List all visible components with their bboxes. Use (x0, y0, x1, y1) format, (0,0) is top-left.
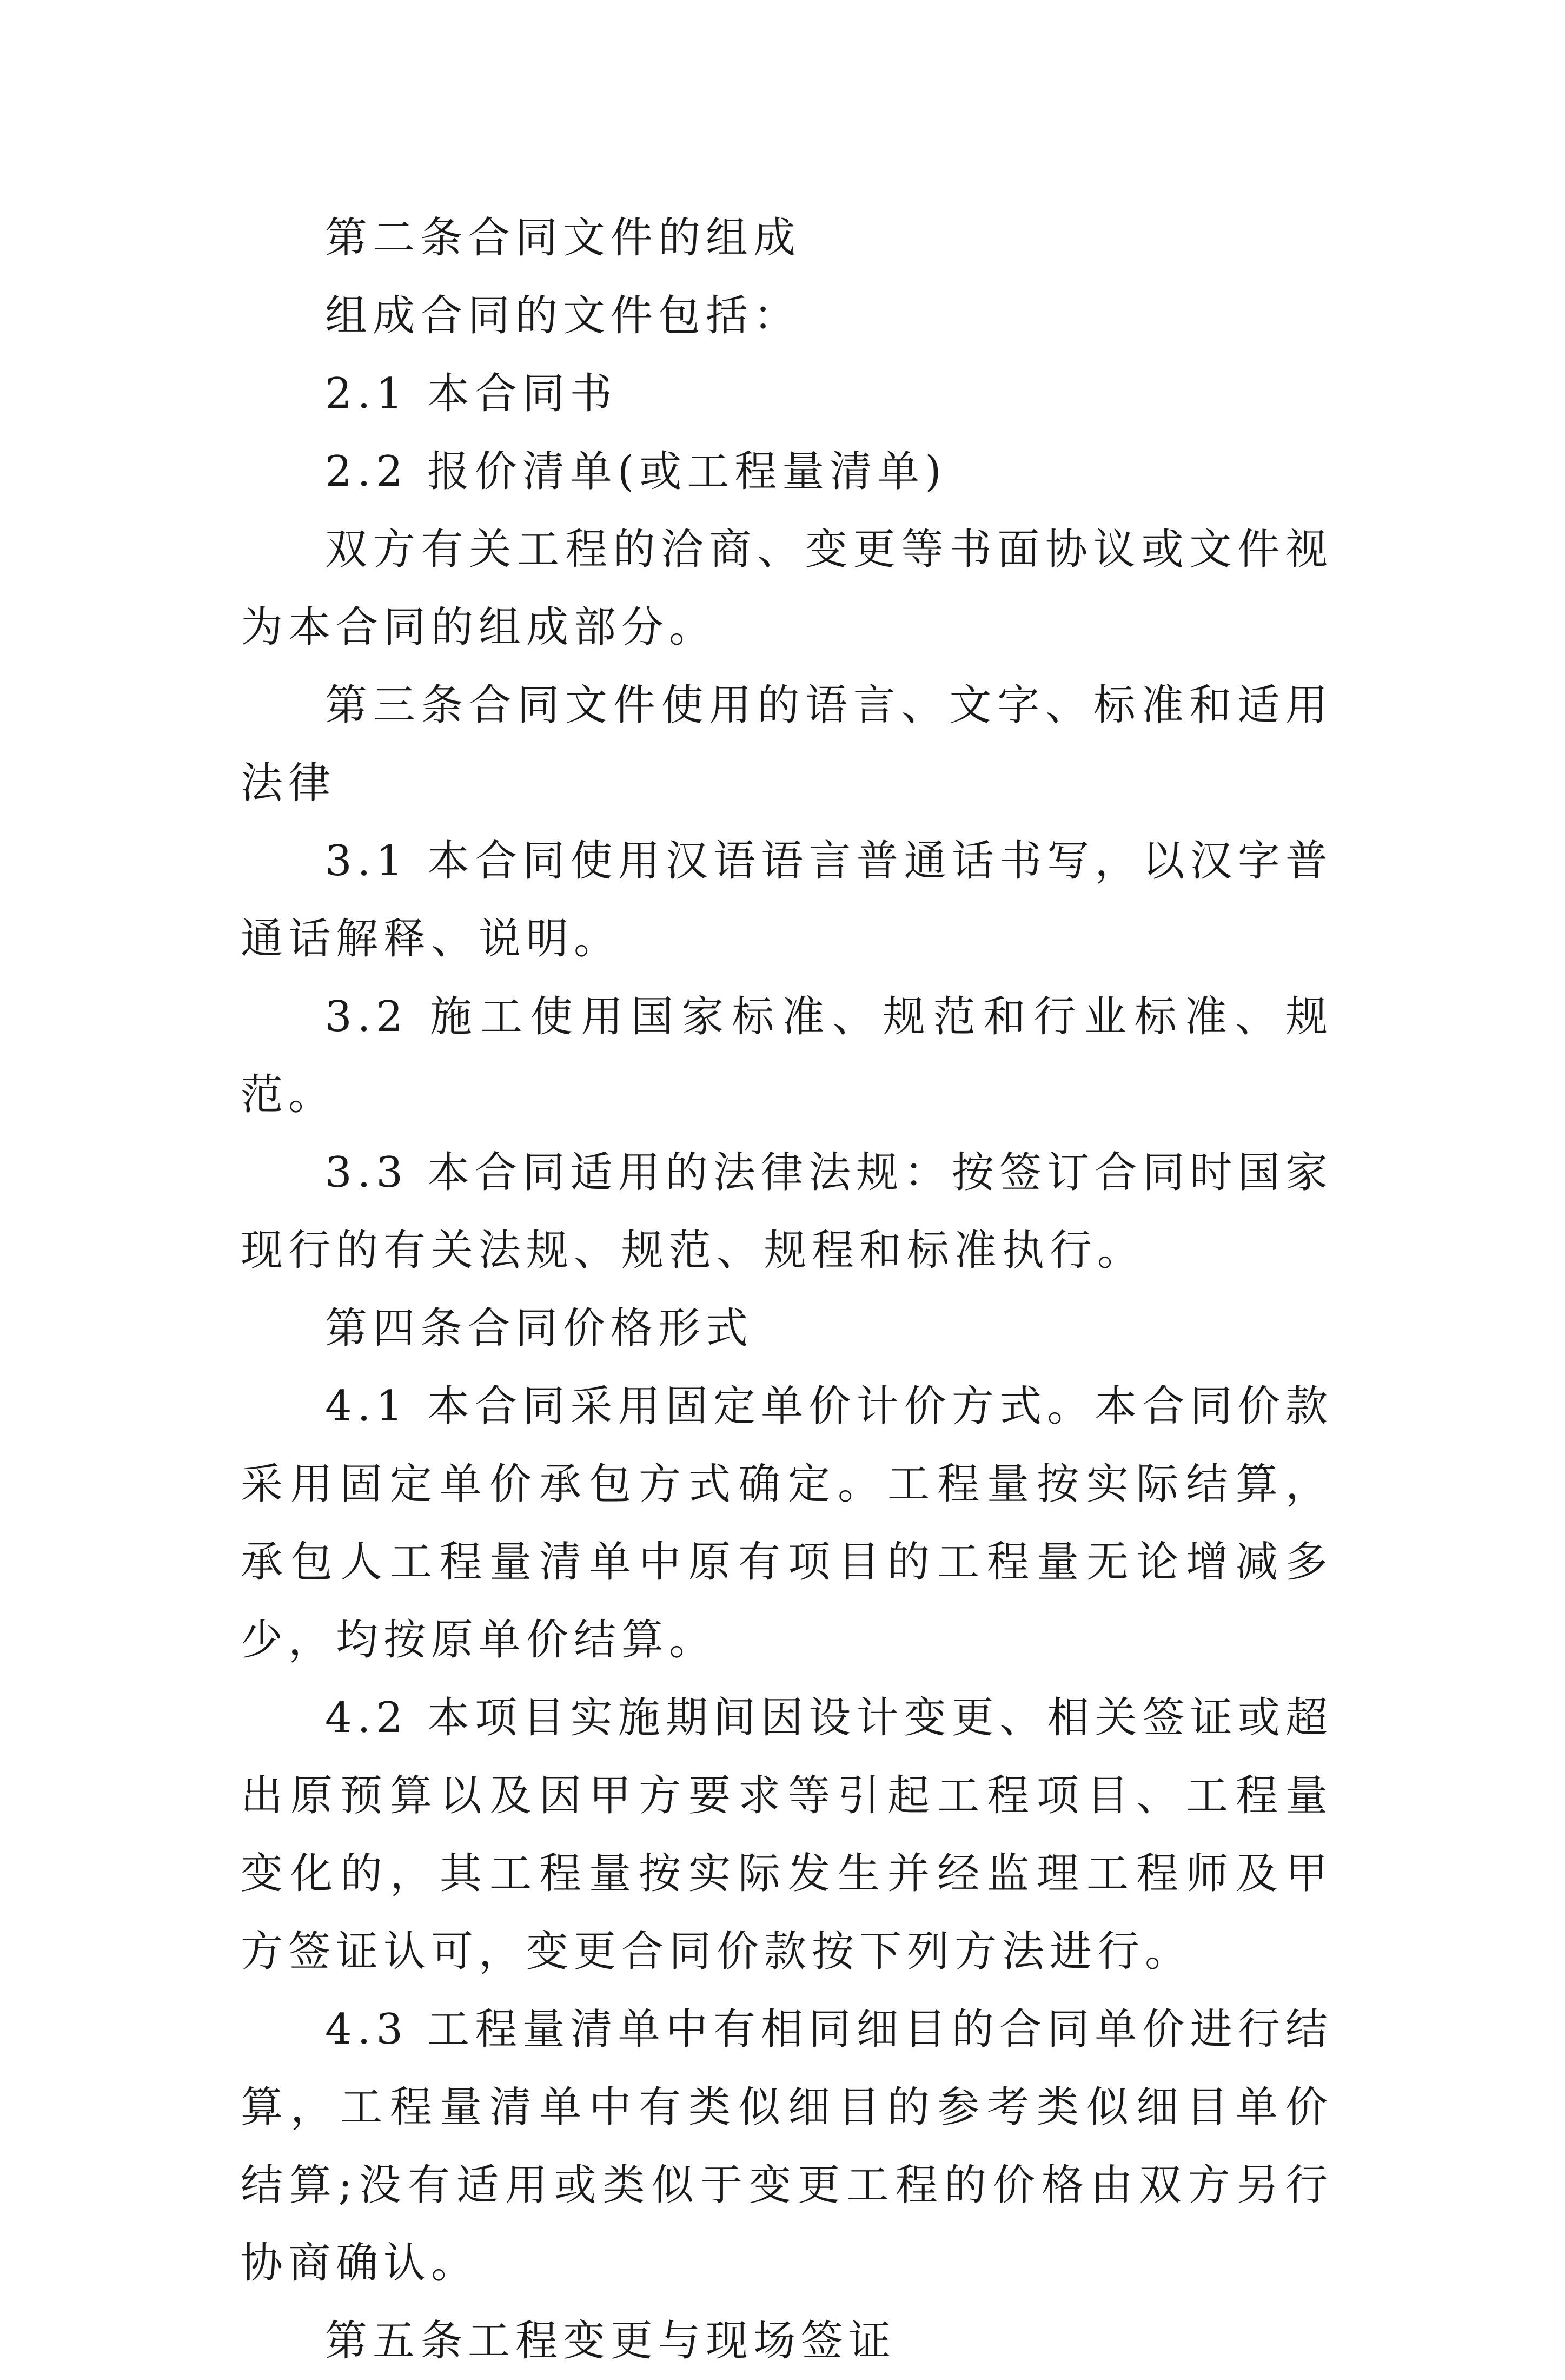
paragraph: 双方有关工程的洽商、变更等书面协议或文件视为本合同的组成部分。 (241, 525, 1333, 652)
clause-3-1: 3.1 本合同使用汉语语言普通话书写，以汉字普通话解释、说明。 (241, 837, 1333, 963)
clause-4-3: 4.3 工程量清单中有相同细目的合同单价进行结算，工程量清单中有类似细目的参考类似细目单价结算;没有适用或类似于变更工程的价格由双方另行协商确认。 (241, 2005, 1333, 2288)
section-heading-3: 第三条合同文件使用的语言、文字、标准和适用法律 (241, 681, 1333, 808)
document-body (241, 199, 1333, 2380)
section-heading-2: 第二条合同文件的组成 (325, 214, 801, 262)
section-heading-4: 第四条合同价格形式 (325, 1304, 754, 1353)
clause-4-1: 4.1 本合同采用固定单价计价方式。本合同价款采用固定单价承包方式确定。工程量按实际结算，承包人工程量清单中原有项目的工程量无论增减多少，均按原单价结算。 (241, 1382, 1333, 1664)
paragraph: 组成合同的文件包括： (325, 292, 801, 340)
clause-3-2: 3.2 施工使用国家标准、规范和行业标准、规范。 (241, 993, 1333, 1119)
clause-3-3: 3.3 本合同适用的法律法规：按签订合同时国家现行的有关法规、规范、规程和标准执行。 (241, 1148, 1333, 1275)
clause-4-2: 4.2 本项目实施期间因设计变更、相关签证或超出原预算以及因甲方要求等引起工程项目、工程量变化的，其工程量按实际发生并经监理工程师及甲方签证认可，变更合同价款按下列方法进行。 (241, 1694, 1333, 1976)
clause-2-1: 2.1 本合同书 (325, 369, 618, 418)
clause-2-2: 2.2 报价清单(或工程量清单) (325, 447, 947, 496)
section-heading-5: 第五条工程变更与现场签证 (325, 2317, 897, 2365)
